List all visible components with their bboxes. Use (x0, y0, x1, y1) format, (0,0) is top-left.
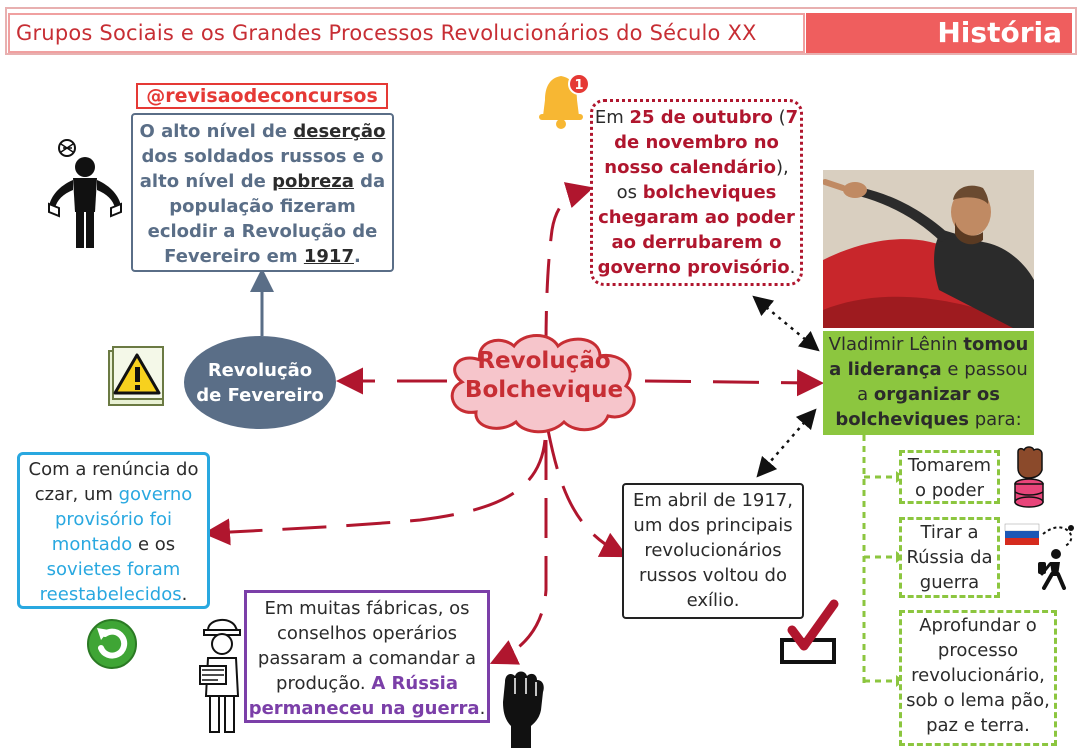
svg-text:1: 1 (574, 78, 584, 93)
fabricas-box: Em muitas fábricas, os conselhos operários passaram a comandar a produção. A Rússia permaneceu na guerra. (244, 590, 490, 723)
link-outubro-lenin (760, 302, 812, 345)
handle-label: @revisaodeconcursos (136, 83, 388, 109)
warning-icon (105, 345, 167, 407)
goal-tomarem-poder: Tomarem o poder (899, 450, 1000, 504)
outubro-box: Em 25 de outubro (7 de novembro no nosso calendário), os bolcheviques chegaram ao poder ao derrubarem o governo provisório. (590, 99, 803, 286)
fevereiro-box: O alto nível de deserção dos soldados russos e o alto nível de pobreza da população fizeram eclodir a Revolução de Fevereiro em 1917. (131, 113, 394, 272)
page-title: Grupos Sociais e os Grandes Processos Revolucionários do Século XX (8, 13, 805, 53)
walking-man-icon (1032, 548, 1072, 590)
arrow-to-lenin (645, 381, 815, 383)
central-title: Revolução Bolchevique (464, 348, 624, 403)
arrow-to-abril (548, 430, 620, 553)
goal-aprofundar-processo: Aprofundar o processo revolucionário, sob o lema pão, paz e terra. (899, 610, 1057, 746)
sad-man-icon (45, 138, 125, 250)
bell-icon (533, 70, 593, 130)
checkbox-icon (778, 598, 840, 666)
woman-power-icon (1010, 446, 1048, 508)
refresh-icon (85, 616, 140, 671)
lenin-box: Vladimir Lênin tomou a liderança e passou a organizar os bolcheviques para: (823, 331, 1034, 435)
lenin-portrait (823, 170, 1034, 328)
worker-icon (196, 612, 251, 737)
arrow-to-fabricas (498, 440, 546, 660)
abril-box: Em abril de 1917, um dos principais revolucionários russos voltou do exílio. (622, 483, 804, 619)
fevereiro-node: Revolução de Fevereiro (184, 336, 336, 429)
link-lenin-abril (763, 416, 810, 470)
arrow-to-czar (212, 440, 545, 533)
arrow-to-outubro (546, 190, 585, 345)
czar-box: Com a renúncia do czar, um governo provisório foi montado e os sovietes foram reestabelecidos. (17, 452, 210, 609)
flag-icon (1003, 520, 1077, 550)
goal-tirar-russia-guerra: Tirar a Rússia da guerra (899, 517, 1000, 598)
fist-icon (497, 668, 547, 750)
green-branches (864, 435, 895, 686)
subject-badge: História (806, 13, 1072, 53)
